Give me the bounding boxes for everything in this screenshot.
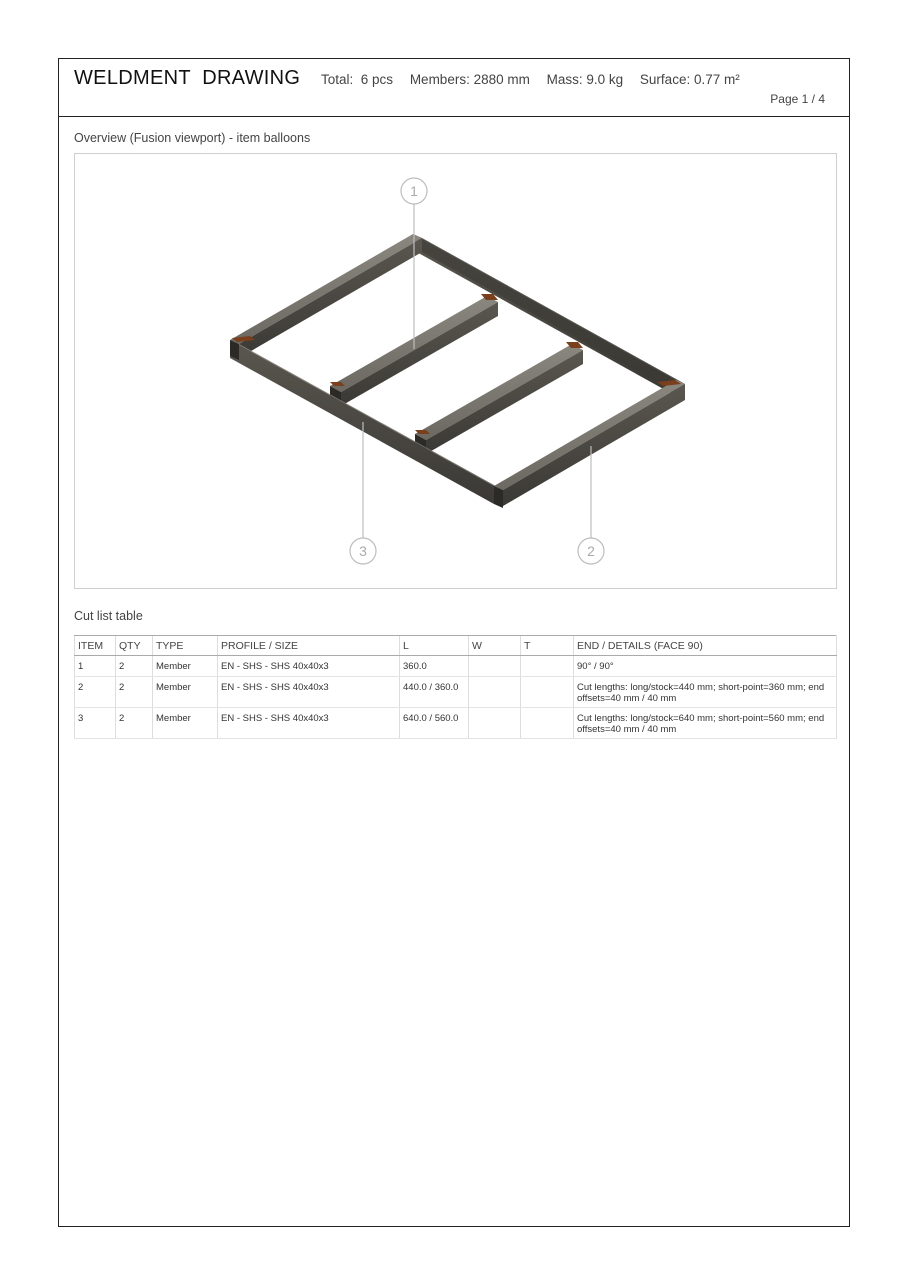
cell-thickness — [521, 677, 574, 708]
cell-profile: EN - SHS - SHS 40x40x3 — [218, 656, 400, 677]
table-row — [75, 677, 837, 708]
surface-area: Surface: 0.77 m² — [639, 72, 740, 87]
col-header-width: W — [469, 636, 521, 656]
cell-profile: EN - SHS - SHS 40x40x3 — [218, 677, 400, 708]
cell-length: 440.0 / 360.0 — [400, 677, 469, 708]
total-mass: Mass: 9.0 kg — [546, 72, 624, 87]
cell-type: Member — [153, 677, 218, 708]
members-length: Members: 2880 mm — [409, 72, 530, 87]
col-header-profile: PROFILE / SIZE — [218, 636, 400, 656]
cell-length: 360.0 — [400, 656, 469, 677]
summary-stats — [321, 72, 753, 87]
cell-type: Member — [153, 656, 218, 677]
svg-text:3: 3 — [359, 543, 367, 559]
drawing-title: WELDMENT DRAWING — [74, 67, 301, 89]
member-item-2-front — [494, 380, 685, 508]
col-header-details: END / DETAILS (FACE 90) — [574, 636, 837, 656]
overview-label: Overview (Fusion viewport) - item balloons — [74, 131, 311, 145]
drawing-sheet — [58, 58, 850, 1227]
page-number: Page 1 / 4 — [770, 92, 825, 106]
col-header-type: TYPE — [153, 636, 218, 656]
cell-type: Member — [153, 708, 218, 739]
cell-qty: 2 — [116, 708, 153, 739]
col-header-qty: QTY — [116, 636, 153, 656]
cell-qty: 2 — [116, 656, 153, 677]
cell-item: 3 — [75, 708, 116, 739]
member-item-2-back — [230, 234, 422, 358]
svg-text:1: 1 — [410, 183, 418, 199]
cell-width — [469, 708, 521, 739]
cutlist-label: Cut list table — [74, 609, 143, 623]
table-row — [75, 708, 837, 739]
col-header-item: ITEM — [75, 636, 116, 656]
balloon-item-1 — [401, 178, 427, 204]
cell-width — [469, 677, 521, 708]
cell-profile: EN - SHS - SHS 40x40x3 — [218, 708, 400, 739]
cell-details: 90° / 90° — [574, 656, 837, 677]
balloon-item-3 — [350, 538, 376, 564]
svg-text:2: 2 — [587, 543, 595, 559]
cell-qty: 2 — [116, 677, 153, 708]
cell-width — [469, 656, 521, 677]
cut-list-table — [74, 635, 837, 739]
cell-details: Cut lengths: long/stock=440 mm; short-point=360 mm; end offsets=40 mm / 40 mm — [574, 677, 837, 708]
total-pieces: Total: 6 pcs — [321, 72, 394, 87]
title-block — [59, 59, 849, 117]
overview-viewport — [74, 153, 837, 589]
table-header-row — [75, 636, 837, 656]
cell-thickness — [521, 656, 574, 677]
member-item-1-lower — [415, 344, 583, 454]
col-header-thickness: T — [521, 636, 574, 656]
balloon-item-2 — [578, 538, 604, 564]
cell-item: 1 — [75, 656, 116, 677]
cell-length: 640.0 / 560.0 — [400, 708, 469, 739]
cell-item: 2 — [75, 677, 116, 708]
frame-isometric-view — [75, 154, 836, 588]
col-header-length: L — [400, 636, 469, 656]
cell-details: Cut lengths: long/stock=640 mm; short-point=560 mm; end offsets=40 mm / 40 mm — [574, 708, 837, 739]
table-row — [75, 656, 837, 677]
cell-thickness — [521, 708, 574, 739]
